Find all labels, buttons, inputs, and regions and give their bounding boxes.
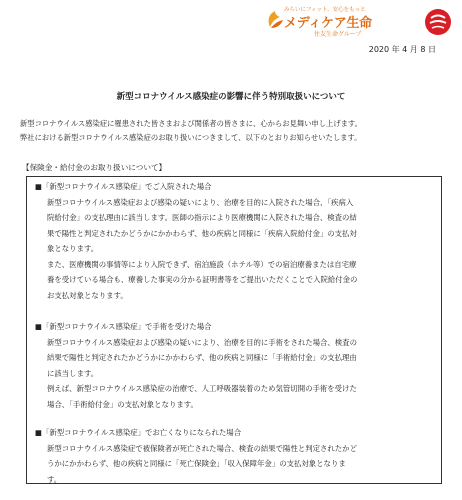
block-line: に該当します。 [47,368,99,378]
block-line: 例えば、新型コロナウイルス感染症の治療で、人工呼吸器装着のため気管切開の手術を受けた [47,384,357,393]
intro-line: 新型コロナウイルス感染症に罹患された皆さまおよび関係者の皆さまに、心からお見舞い申し上げます。 [20,119,362,128]
intro-line: 弊社における新型コロナウイルス感染症のお取り扱いにつきまして、以下のとおりお知らせいたします。 [20,133,362,142]
death-block [35,425,433,487]
motto-fit-badge-icon [424,8,452,36]
block-line: 新型コロナウイルス感染症および感染の疑いにより、治療を目的に手術をされた場合、検査の [47,337,357,347]
block-line: 結果で陽性と判定されたかどうかにかかわらず、他の疾病と同様に「手術給付金」の支払理由 [47,353,357,362]
block-line: また、医療機関の事情等により入院できず、宿泊施設（ホテル等）での宿泊療養または自宅療 [47,259,357,269]
block-heading: ■「新型コロナウイルス感染症」で手術を受けた場合 [35,322,212,331]
logo-group: 住友生命グループ [314,31,362,38]
block-line: 新型コロナウイルス感染症および感染の疑いにより、治療を目的に入院された場合、「疾病入 [47,197,354,207]
block-line: 新型コロナウイルス感染症で被保険者が死亡された場合、検査の結果で陽性と判定されたかど [47,443,357,453]
logo-mark-icon [266,10,284,30]
hospitalization-block [35,179,433,303]
company-logo [262,2,452,42]
intro-text [20,117,448,145]
block-line: 象となります。 [47,244,99,253]
surgery-block [35,319,433,412]
block-line: 養を受けている場合も、療養した事実の分かる証明書等をご提出いただくことで入院給付金の [47,275,358,284]
logo-tagline: みらいにフィット、安心をもっと [284,7,366,13]
block-line: 場合、「手術給付金」の支払対象となります。 [47,399,198,409]
block-line: 果で陽性と判定されたかどうかにかかわらず、他の疾病と同様に「疾病入院給付金」の支払対 [47,228,357,238]
block-heading: ■「新型コロナウイルス感染症」でお亡くなりになられた場合 [35,428,242,437]
logo-name: メディケア生命 [284,16,372,31]
block-line: す。 [47,474,62,484]
block-line: うかにかかわらず、他の疾病と同様に「死亡保険金」「収入保障年金」の支払対象となりま [47,459,346,468]
block-line: お支払対象となります。 [47,290,128,300]
block-line: 院給付金」の支払理由に該当します。医師の指示により医療機関に入院された場合、検査の結 [47,213,357,222]
section-title: 【保険金・給付金のお取り扱いについて】 [22,163,167,172]
page-title: 新型コロナウイルス感染症の影響に伴う特別取扱いについて [116,92,346,102]
block-heading: ■「新型コロナウイルス感染症」でご入院された場合 [35,182,212,191]
issue-date: 2020 年 4 月 8 日 [368,45,436,54]
benefit-details-box [26,176,442,484]
